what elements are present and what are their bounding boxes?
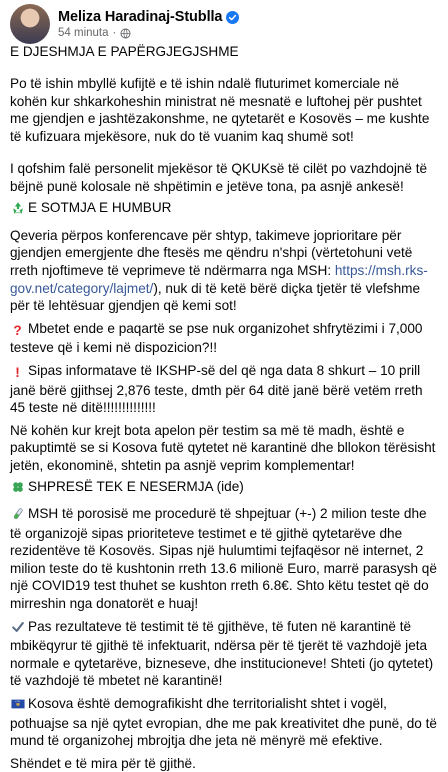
paragraph-government <box>10 227 438 315</box>
post-meta <box>58 27 239 39</box>
verified-badge-icon <box>226 11 239 24</box>
avatar[interactable] <box>10 4 50 44</box>
government-text-b: ), nuk di të ketë bërë diçka tjetër të vlefshme për të lehtësuar gjendjen që kemi sot! <box>10 280 421 314</box>
paragraph-ikshp <box>10 362 438 417</box>
kosovo-text: Kosova është demografikisht dhe territorialisht shtet i vogël, pothuajse sa një qytet evropian, dhe me pak kreativitet dhe punë, do të mund të organizohej mbrojtja dhe jeta në mënyrë më efektive. <box>10 696 437 749</box>
red-exclamation-mark-icon: ! <box>15 364 20 380</box>
msh-tests-text: MSH të porosisë me procedurë të shpejtuar (+-) 2 milion teste dhe të organizojë sipas prioriteteve testimet e të gjithë qytetarëve dhe rezidentëve të Kosovës. Sipas një hulumtimi tejfaqësor në internet, 2 milion teste do të kushtonin rreth 13.6 milionë Euro, marrë parasysh që një COVID19 test thuhet se kushton rreth 6.8€. Shto këtu testet që do mirreshin nga donatorët e huaj! <box>10 506 437 612</box>
post-header <box>10 0 438 44</box>
red-question-mark-icon: ? <box>13 322 22 338</box>
recycle-icon <box>10 201 25 219</box>
paragraph-kosovo <box>10 695 438 750</box>
government-text-a: Qeveria përpos konferencave për shtyp, takimeve joprioritare për gjendjen emergjente dhe ftesës me qëndru n'shpi (vërtetohuni vetë rreth njoftimeve të veprimeve të ndërmarra nga MSH: <box>10 227 413 278</box>
paragraph-title-tomorrow <box>10 478 438 498</box>
four-leaf-clover-icon <box>10 480 25 498</box>
tests-question-text: Mbetet ende e paqartë se pse nuk organizohet shfrytëzimi i 7,000 testeve që i kemi në dispozicion?!! <box>10 320 423 356</box>
paragraph-thanks: I qofshim falë personelit mjekësor të QKUKsë të cilët po vazhdojnë të bëjnë punë kolosale në shpëtimin e jetëve tona, pa asnjë ankesë! <box>10 160 428 194</box>
quarantine-text: Pas rezultateve të testimit të të gjithëve, të futen në karantinë të mbikëqyrur të gjithë të infektuarit, ndërsa për të tjerët të vazhdojë jeta normale e qytetarëve, bizneseve, dhe institucioneve! Shteti (jo qytetet) të vazhdojë të mbetet në karantinë! <box>10 618 434 689</box>
author-row <box>58 9 239 25</box>
check-mark-icon <box>10 620 25 638</box>
paragraph-closing: Shëndet e të mira për të gjithë. <box>10 755 196 771</box>
post-body <box>10 43 438 772</box>
test-tube-icon <box>10 507 25 525</box>
tomorrow-title-text: SHPRESË TEK E NESERMJA (ide) <box>28 479 244 495</box>
meta-separator: · <box>112 27 117 39</box>
ikshp-text: Sipas informatave të IKSHP-së del që nga data 8 shkurt – 10 prill janë bërë gjithsej 2,876 teste, dmth për 64 ditë janë bërë vetëm rreth 45 teste në ditë!!!!!!!!!!!!!! <box>10 362 423 416</box>
today-title-text: E SOTMJA E HUMBUR <box>28 200 172 216</box>
kosovo-flag-icon <box>10 697 25 715</box>
paragraph-world-testing: Në kohën kur krejt bota apelon për testim sa më të madh, është e pakuptimtë se si Kosova futë qytetet në karantinë dhe bllokon tërësisht jetën, ekonominë, shtetin pa asnjë veprim komplementar! <box>10 422 436 473</box>
paragraph-tests-question <box>10 320 438 357</box>
paragraph-quarantine <box>10 618 438 690</box>
paragraph-borders: Po të ishin mbyllë kufijtë e të ishin ndalë fluturimet komerciale në kohën kur shkarkoheshin ministrat në mesnatë e luftohej për pushtet me gjendjen e jashtëzakonshme, ne qytetarët e Kosovës – me kushte të kufizuara mjekësore, nuk do të vuanim kaq shumë sot! <box>10 76 430 144</box>
post-timestamp[interactable]: 54 minuta <box>58 27 109 39</box>
paragraph-msh-tests <box>10 505 438 613</box>
paragraph-title-yesterday: E DJESHMJA E PAPËRGJEGJSHME <box>10 44 239 59</box>
msh-news-link[interactable]: https://msh.rks-gov.net/category/lajmet/ <box>10 262 428 296</box>
globe-icon[interactable] <box>120 28 131 39</box>
author-block <box>58 9 239 39</box>
paragraph-title-today <box>10 199 438 219</box>
author-name[interactable]: Meliza Haradinaj-Stublla <box>58 9 223 25</box>
